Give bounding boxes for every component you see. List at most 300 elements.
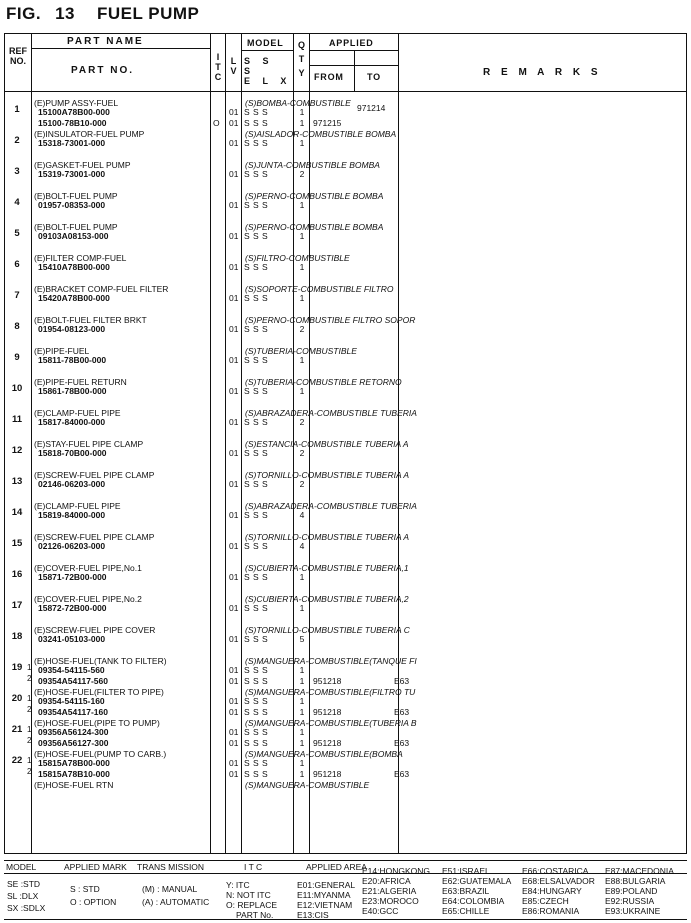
part-name: (E)PIPE-FUEL RETURN [34, 377, 127, 387]
legend [4, 860, 687, 920]
model-marks: S S S [244, 262, 269, 272]
part-name: (E)BOLT-FUEL PUMP [34, 191, 118, 201]
remark-text: (S)TUBERIA-COMBUSTIBLE RETORNO [245, 377, 402, 387]
ref-number: 1 [14, 104, 20, 115]
part-name: (E)INSULATOR-FUEL PUMP [34, 129, 145, 139]
part-number: 15815A78B00-000 [38, 758, 110, 768]
remark-text: (S)SOPORTE-COMBUSTIBLE FILTRO [245, 284, 394, 294]
level-value: 01 [229, 479, 239, 489]
level-value: 01 [229, 769, 239, 779]
legend-item: (M) : MANUAL [142, 884, 198, 894]
legend-item: E66:COSTARICA [522, 866, 589, 876]
part-number: 09354A54117-160 [38, 707, 108, 717]
header-text: S [244, 56, 256, 66]
legend-item: Y: ITC [226, 880, 250, 890]
part-name: (E)SCREW-FUEL PIPE CLAMP [34, 532, 155, 542]
remark-code: E63 [394, 707, 410, 717]
header-line [31, 48, 210, 49]
remark-text: (S)ABRAZADERA-COMBUSTIBLE TUBERIA [245, 408, 417, 418]
sub-ref-number: 2 [27, 736, 32, 745]
ref-no-header [7, 46, 29, 66]
quantity: 4 [299, 510, 305, 520]
level-value: 01 [229, 118, 239, 128]
model-marks: S S S [244, 200, 269, 210]
part-name: (E)HOSE-FUEL(FILTER TO PIPE) [34, 687, 164, 697]
table-row [5, 129, 686, 160]
remark-text: (S)PERNO-COMBUSTIBLE BOMBA [245, 222, 384, 232]
ref-number: 21 [11, 724, 23, 735]
table-row [5, 253, 686, 284]
model-marks: S S S [244, 386, 269, 396]
legend-item: E84:HUNGARY [522, 886, 582, 896]
part-name: (E)PUMP ASSY-FUEL [34, 98, 119, 108]
sub-ref-number: 2 [27, 705, 32, 714]
part-number: 15100A78B00-000 [38, 107, 110, 117]
legend-item: SX :SDLX [7, 903, 46, 913]
part-name: (E)HOSE-FUEL(PIPE TO PUMP) [34, 718, 160, 728]
part-name: (E)COVER-FUEL PIPE,No.1 [34, 563, 142, 573]
legend-item: E14:HONGKONG [362, 866, 431, 876]
part-number: 01954-08123-000 [38, 324, 106, 334]
legend-item: E68:ELSALVADOR [522, 876, 595, 886]
part-name: (E)CLAMP-FUEL PIPE [34, 408, 121, 418]
model-marks: S S S [244, 417, 269, 427]
remark-code: E63 [394, 769, 410, 779]
part-name: (E)HOSE-FUEL(TANK TO FILTER) [34, 656, 167, 666]
level-value: 01 [229, 262, 239, 272]
model-marks: S S S [244, 355, 269, 365]
model-marks: S S S [244, 448, 269, 458]
table-row [5, 191, 686, 222]
table-row [5, 749, 686, 780]
ref-number: 4 [14, 197, 20, 208]
page-title [6, 4, 199, 24]
quantity: 1 [299, 386, 305, 396]
table-row [5, 470, 686, 501]
part-name: (E)COVER-FUEL PIPE,No.2 [34, 594, 142, 604]
legend-item: E86:ROMANIA [522, 906, 580, 916]
level-value: 01 [229, 541, 239, 551]
header-text: S [244, 66, 256, 76]
level-value: 01 [229, 417, 239, 427]
level-value: 01 [229, 324, 239, 334]
level-value: 01 [229, 169, 239, 179]
level-value: 01 [229, 696, 239, 706]
model-marks: S S S [244, 696, 269, 706]
header-text: L [262, 76, 273, 86]
legend-trans-heading: TRANS MISSION [137, 862, 205, 872]
quantity: 1 [299, 118, 305, 128]
remark-text: (S)JUNTA-COMBUSTIBLE BOMBA [245, 160, 380, 170]
quantity: 1 [299, 138, 305, 148]
table-row [5, 439, 686, 470]
model-marks: S S S [244, 634, 269, 644]
part-number: 15861-78B00-000 [38, 386, 107, 396]
part-number: 15319-73001-000 [38, 169, 106, 179]
model-marks: S S S [244, 138, 269, 148]
remark-text: (S)CUBIERTA-COMBUSTIBLE TUBERIA,1 [245, 563, 409, 573]
part-number: 09354-54115-560 [38, 665, 105, 675]
table-row [5, 377, 686, 408]
ref-number: 11 [11, 414, 23, 425]
model-codes-row1 [244, 56, 292, 76]
sub-ref-number: 1 [27, 663, 32, 672]
legend-mark-heading: APPLIED MARK [64, 862, 127, 872]
quantity: 2 [299, 417, 305, 427]
header-text: X [280, 76, 292, 86]
header-text: V [230, 66, 237, 76]
part-number: 09103A08153-000 [38, 231, 109, 241]
part-name-header: PART NAME [67, 36, 144, 47]
header-text: Y [298, 68, 305, 78]
level-value: 01 [229, 634, 239, 644]
legend-item: E93:UKRAINE [605, 906, 661, 916]
quantity: 1 [299, 665, 305, 675]
quantity: 1 [299, 200, 305, 210]
level-value: 01 [229, 603, 239, 613]
level-value: 01 [229, 448, 239, 458]
ref-number: 9 [14, 352, 20, 363]
fig-title: FUEL PUMP [96, 4, 200, 23]
quantity: 2 [299, 324, 305, 334]
legend-item: E11:MYANMA [297, 890, 351, 900]
remark-code: E63 [394, 738, 410, 748]
part-number: 15100-78B10-000 [38, 118, 107, 128]
remark-text: (S)MANGUERA-COMBUSTIBLE(FILTRO TU [245, 687, 416, 697]
table-row [5, 718, 686, 749]
ref-number: 16 [11, 569, 23, 580]
remark-text: (S)MANGUERA-COMBUSTIBLE(TANQUE FI [245, 656, 417, 666]
legend-item: E92:RUSSIA [605, 896, 655, 906]
level-value: 01 [229, 386, 239, 396]
model-marks: S S S [244, 676, 269, 686]
part-number: 15815A78B10-000 [38, 769, 110, 779]
legend-item: E23:MOROCO [362, 896, 419, 906]
quantity: 1 [299, 231, 305, 241]
quantity: 4 [299, 541, 305, 551]
part-name: (E)HOSE-FUEL(PUMP TO CARB.) [34, 749, 167, 759]
to-header: TO [367, 72, 381, 82]
legend-item: O : OPTION [70, 897, 117, 907]
model-header: MODEL [247, 38, 284, 48]
legend-item: O: REPLACE [226, 900, 278, 910]
model-marks: S S S [244, 738, 269, 748]
model-marks: S S S [244, 665, 269, 675]
table-row [5, 160, 686, 191]
legend-item: E40:GCC [362, 906, 399, 916]
legend-item: N: NOT ITC [226, 890, 271, 900]
level-value: 01 [229, 107, 239, 117]
level-value: 01 [229, 738, 239, 748]
applied-header: APPLIED [329, 38, 374, 48]
remark-text: (S)MANGUERA-COMBUSTIBLE(TUBERIA B [245, 718, 417, 728]
quantity: 1 [299, 696, 305, 706]
header-text: Q [297, 40, 305, 50]
model-marks: S S S [244, 572, 269, 582]
part-number: 02146-06203-000 [38, 479, 106, 489]
header-text: L [230, 56, 237, 66]
level-value: 01 [229, 293, 239, 303]
remark-text: (S)PERNO-COMBUSTIBLE FILTRO SOPOR [245, 315, 416, 325]
legend-itc [226, 880, 277, 920]
table-row [5, 346, 686, 377]
quantity: 1 [299, 293, 305, 303]
ref-number: 10 [11, 383, 23, 394]
ref-number: 18 [11, 631, 23, 642]
part-number: 01957-08353-000 [38, 200, 106, 210]
ref-number: 17 [11, 600, 23, 611]
quantity: 1 [299, 572, 305, 582]
legend-item: SL :DLX [7, 891, 39, 901]
ref-number: 8 [14, 321, 20, 332]
from-header: FROM [314, 72, 344, 82]
remark-text: (S)TORNILLO-COMBUSTIBLE TUBERIA C [245, 625, 410, 635]
applied-to: 971214 [357, 103, 386, 113]
header-line [5, 91, 686, 92]
legend-item: E20:AFRICA [362, 876, 411, 886]
quantity: 1 [299, 769, 305, 779]
part-number: 09356A56127-300 [38, 738, 109, 748]
legend-item: E62:GUATEMALA [442, 876, 512, 886]
ref-number: 20 [11, 693, 23, 704]
model-marks: S S S [244, 293, 269, 303]
part-number: 09354A54117-560 [38, 676, 108, 686]
table-row [5, 594, 686, 625]
model-codes-row2 [244, 76, 292, 86]
parts-table [4, 33, 687, 854]
quantity: 1 [299, 727, 305, 737]
ref-number: 13 [11, 476, 23, 487]
applied-from: 951218 [313, 676, 342, 686]
part-number: 03241-05103-000 [38, 634, 106, 644]
model-marks: S S S [244, 118, 269, 128]
model-marks: S S S [244, 707, 269, 717]
model-marks: S S S [244, 169, 269, 179]
level-value: 01 [229, 138, 239, 148]
legend-areas-2 [362, 866, 430, 916]
part-number: 09354-54115-160 [38, 696, 105, 706]
table-row [5, 408, 686, 439]
part-name: (E)BOLT-FUEL PUMP [34, 222, 118, 232]
part-name: (E)SCREW-FUEL PIPE CLAMP [34, 470, 155, 480]
header-text: NO. [9, 56, 26, 66]
remark-text: (S)TUBERIA-COMBUSTIBLE [245, 346, 357, 356]
model-marks: S S S [244, 231, 269, 241]
ref-number: 15 [11, 538, 23, 549]
remark-text: (S)PERNO-COMBUSTIBLE BOMBA [245, 191, 384, 201]
level-value: 01 [229, 665, 239, 675]
model-cols-header [244, 56, 292, 86]
level-value: 01 [229, 355, 239, 365]
model-marks: S S S [244, 107, 269, 117]
part-number: 15410A78B00-000 [38, 262, 110, 272]
quantity: 1 [299, 107, 305, 117]
level-value: 01 [229, 727, 239, 737]
ref-number: 2 [14, 135, 20, 146]
table-row [5, 780, 686, 811]
legend-item: E01:GENERAL [297, 880, 356, 890]
part-no-header: PART NO. [71, 65, 135, 76]
part-name: (E)BRACKET COMP-FUEL FILTER [34, 284, 169, 294]
remark-text: (S)FILTRO-COMBUSTIBLE [245, 253, 350, 263]
table-row [5, 501, 686, 532]
applied-from: 951218 [313, 707, 342, 717]
header-line [309, 65, 398, 66]
header-text: T [215, 62, 221, 72]
header-text: E [244, 76, 256, 86]
part-number: 15817-84000-000 [38, 417, 106, 427]
legend-areas-4 [522, 866, 595, 916]
header-text: S [262, 56, 274, 66]
legend-area-heading: APPLIED AREA [306, 862, 367, 872]
legend-item: E13:CIS [297, 910, 329, 920]
part-number: 15819-84000-000 [38, 510, 106, 520]
remark-text: (S)MANGUERA-COMBUSTIBLE [245, 780, 370, 790]
legend-item: E89:POLAND [605, 886, 658, 896]
part-name: (E)FILTER COMP-FUEL [34, 253, 127, 263]
legend-item: E12:VIETNAM [297, 900, 353, 910]
table-row [5, 284, 686, 315]
level-value: 01 [229, 200, 239, 210]
legend-item: (A) : AUTOMATIC [142, 897, 210, 907]
remark-text: (S)TORNILLO-COMBUSTIBLE TUBERIA A [245, 532, 410, 542]
part-name: (E)PIPE-FUEL [34, 346, 90, 356]
part-name: (E)GASKET-FUEL PUMP [34, 160, 131, 170]
sub-ref-number: 1 [27, 756, 32, 765]
model-marks: S S S [244, 510, 269, 520]
legend-item: PART No. [236, 910, 274, 920]
itc-header [211, 52, 225, 82]
sub-ref-number: 2 [27, 674, 32, 683]
model-marks: S S S [244, 758, 269, 768]
header-line [241, 50, 293, 51]
fig-number: 13 [55, 4, 75, 23]
sub-ref-number: 2 [27, 767, 32, 776]
legend-item: E87:MACEDONIA [605, 866, 674, 876]
ref-number: 19 [11, 662, 23, 673]
fig-label: FIG. [6, 4, 42, 23]
quantity: 5 [299, 634, 305, 644]
level-value: 01 [229, 758, 239, 768]
ref-number: 6 [14, 259, 20, 270]
header-text: I [216, 52, 220, 62]
level-value: 01 [229, 572, 239, 582]
ref-number: 5 [14, 228, 20, 239]
legend-item: E21:ALGERIA [362, 886, 417, 896]
ref-number: 14 [11, 507, 23, 518]
legend-item: S : STD [70, 884, 100, 894]
ref-number: 3 [14, 166, 20, 177]
quantity: 1 [299, 738, 305, 748]
table-row [5, 315, 686, 346]
part-number: 15420A78B00-000 [38, 293, 110, 303]
table-row [5, 532, 686, 563]
legend-item: E64:COLOMBIA [442, 896, 505, 906]
model-marks: S S S [244, 479, 269, 489]
sub-ref-number: 1 [27, 725, 32, 734]
legend-areas-1 [297, 880, 355, 920]
applied-from: 951218 [313, 769, 342, 779]
qty-header [294, 38, 309, 80]
level-value: 01 [229, 676, 239, 686]
table-row [5, 222, 686, 253]
remark-text: (S)MANGUERA-COMBUSTIBLE(BOMBA [245, 749, 403, 759]
legend-itc-heading: I T C [244, 862, 263, 872]
legend-item: E51:ISRAEL [442, 866, 490, 876]
col-divider [354, 50, 355, 91]
quantity: 1 [299, 676, 305, 686]
remark-text: (S)AISLADOR-COMBUSTIBLE BOMBA [245, 129, 397, 139]
remark-text: (S)ESTANCIA-COMBUSTIBLE TUBERIA A [245, 439, 409, 449]
header-text: REF [9, 46, 27, 56]
model-marks: S S S [244, 324, 269, 334]
table-row [5, 98, 686, 129]
legend-marks [70, 883, 116, 909]
legend-item: E63:BRAZIL [442, 886, 490, 896]
header-text: C [214, 72, 222, 82]
applied-from: 971215 [313, 118, 342, 128]
quantity: 2 [299, 448, 305, 458]
quantity: 1 [299, 603, 305, 613]
ref-number: 22 [11, 755, 23, 766]
lv-header [226, 56, 241, 76]
remark-code: E63 [394, 676, 410, 686]
remark-text: (S)ABRAZADERA-COMBUSTIBLE TUBERIA [245, 501, 417, 511]
remark-text: (S)CUBIERTA-COMBUSTIBLE TUBERIA,2 [245, 594, 409, 604]
model-marks: S S S [244, 541, 269, 551]
legend-models [7, 878, 45, 914]
remark-text: (S)BOMBA-COMBUSTIBLE [245, 98, 351, 108]
part-name: (E)SCREW-FUEL PIPE COVER [34, 625, 156, 635]
table-row [5, 563, 686, 594]
sub-ref-number: 1 [27, 694, 32, 703]
table-row [5, 625, 686, 656]
legend-item: E88:BULGARIA [605, 876, 666, 886]
legend-areas-5 [605, 866, 674, 916]
header-line [309, 50, 398, 51]
remark-text: (S)TORNILLO-COMBUSTIBLE TUBERIA A [245, 470, 410, 480]
model-marks: S S S [244, 769, 269, 779]
remarks-header: R E M A R K S [483, 67, 602, 78]
header-text: T [298, 54, 305, 64]
ref-number: 7 [14, 290, 20, 301]
quantity: 1 [299, 262, 305, 272]
legend-trans [142, 883, 209, 909]
part-name: (E)HOSE-FUEL RTN [34, 780, 114, 790]
level-value: 01 [229, 707, 239, 717]
legend-model-heading: MODEL [6, 862, 37, 872]
legend-item: SE :STD [7, 879, 41, 889]
part-number: 15811-78B00-000 [38, 355, 107, 365]
quantity: 1 [299, 758, 305, 768]
legend-areas-3 [442, 866, 511, 916]
part-name: (E)STAY-FUEL PIPE CLAMP [34, 439, 144, 449]
table-row [5, 656, 686, 687]
part-number: 15871-72B00-000 [38, 572, 107, 582]
part-number: 15872-72B00-000 [38, 603, 107, 613]
quantity: 2 [299, 479, 305, 489]
part-name: (E)BOLT-FUEL FILTER BRKT [34, 315, 147, 325]
legend-item: E65:CHILLE [442, 906, 490, 916]
applied-from: 951218 [313, 738, 342, 748]
itc-mark: O [213, 118, 220, 128]
part-number: 02126-06203-000 [38, 541, 106, 551]
part-number: 15818-70B00-000 [38, 448, 107, 458]
part-name: (E)CLAMP-FUEL PIPE [34, 501, 121, 511]
quantity: 2 [299, 169, 305, 179]
level-value: 01 [229, 231, 239, 241]
quantity: 1 [299, 707, 305, 717]
